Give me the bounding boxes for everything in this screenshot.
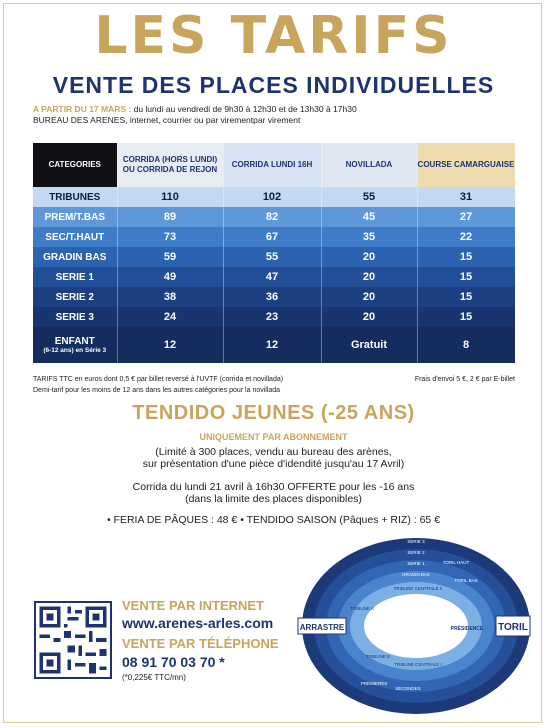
tendido-subtitle: UNIQUEMENT PAR ABONNEMENT: [199, 432, 348, 442]
category-cell: [33, 327, 117, 363]
category-label: GRADIN BAS: [43, 251, 107, 263]
internet-sale-label: VENTE PAR INTERNET: [122, 598, 265, 613]
price-cell: Gratuit: [321, 327, 417, 363]
price-cell: 23: [223, 307, 321, 327]
tendido-title: TENDIDO JEUNES (-25 ANS): [132, 402, 415, 424]
category-label: SEC/T.HAUT: [45, 231, 105, 243]
category-label: TRIBUNES: [49, 191, 101, 203]
price-cell: 20: [321, 287, 417, 307]
price-cell: 55: [321, 187, 417, 207]
price-cell: 67: [223, 227, 321, 247]
section-title: VENTE DES PLACES INDIVIDUELLES: [52, 72, 495, 98]
price-cell: 20: [321, 247, 417, 267]
category-cell: [33, 207, 117, 227]
price-cell: 15: [417, 287, 515, 307]
table-row: [33, 307, 515, 327]
arena-label: TRIBUNE A: [350, 606, 374, 611]
column-header: NOVILLADA: [321, 143, 417, 187]
category-label: PREM/T.BAS: [44, 211, 106, 223]
sale-info: [33, 104, 357, 125]
price-cell: 36: [223, 287, 321, 307]
arena-label: SERIE 1: [407, 561, 425, 566]
qr-code[interactable]: [34, 601, 112, 679]
price-cell: 27: [417, 207, 515, 227]
tendido-line: Corrida du lundi 21 avril à 16h30 OFFERTE pour les -16 ans: [132, 481, 415, 493]
category-label: ENFANT: [54, 336, 95, 347]
table-row: [33, 287, 515, 307]
note-demi-tarif: Demi-tarif pour les moins de 12 ans dans les autres catégories pour la novillada: [33, 387, 281, 394]
arena-label: TORIL HAUT: [442, 560, 470, 565]
category-cell: [33, 227, 117, 247]
tendido-prices: • FERIA DE PÂQUES : 48 € • TENDIDO SAISON (Pâques + RIZ) : 65 €: [106, 514, 441, 526]
arena-label: TRIBUNE CENTRALE I: [394, 662, 442, 667]
price-cell: 110: [117, 187, 223, 207]
price-cell: 22: [417, 227, 515, 247]
price-cell: 15: [417, 307, 515, 327]
arena-label: TRIBUNE B: [365, 654, 391, 659]
price-cell: 55: [223, 247, 321, 267]
arena-label: PREMIERES: [360, 681, 388, 686]
category-cell: [33, 247, 117, 267]
arena-label: SERIE 2: [407, 550, 425, 555]
phone-number[interactable]: 08 91 70 03 70 *: [122, 654, 225, 670]
column-header: COURSE CAMARGUAISE: [417, 143, 515, 187]
price-cell: 15: [417, 267, 515, 287]
note-ttc: TARIFS TTC en euros dont 0,5 € par billet reversé à l'UVTF (corrida et novillada): [33, 376, 284, 383]
arena-label: TRIBUNE CENTRALE II: [393, 586, 443, 591]
arrastre-label: ARRASTRE: [299, 623, 345, 632]
category-label: SERIE 3: [55, 311, 94, 323]
table-row: [33, 227, 515, 247]
price-table: [33, 143, 516, 363]
column-header: CORRIDA (HORS LUNDI) OU CORRIDA DE REJON: [117, 143, 223, 187]
price-cell: 38: [117, 287, 223, 307]
price-cell: 35: [321, 227, 417, 247]
table-row: [33, 247, 515, 267]
price-cell: 20: [321, 267, 417, 287]
website-link[interactable]: www.arenes-arles.com: [122, 615, 274, 631]
sale-start-date: A PARTIR DU 17 MARS :: [33, 104, 132, 114]
table-notes: [33, 374, 515, 396]
category-cell: [33, 267, 117, 287]
toril-label: TORIL: [498, 622, 528, 633]
price-cell: 49: [117, 267, 223, 287]
price-cell: 12: [117, 327, 223, 363]
category-cell: [33, 307, 117, 327]
price-cell: 73: [117, 227, 223, 247]
presidence-label: PRÉSIDENCE: [450, 626, 484, 632]
price-cell: 20: [321, 307, 417, 327]
table-header-row: [33, 143, 515, 187]
note-shipping: Frais d'envoi 5 €, 2 € par E-billet: [414, 376, 515, 383]
table-row: [33, 207, 515, 227]
price-cell: 24: [117, 307, 223, 327]
column-header: CORRIDA LUNDI 16H: [223, 143, 321, 187]
price-cell: 12: [223, 327, 321, 363]
tendido-line: (dans la limite des places disponibles): [185, 493, 362, 505]
sale-channels: BUREAU DES ARENES, internet, courrier ou par virementpar virement: [33, 114, 301, 125]
price-cell: 15: [417, 247, 515, 267]
tendido-line: (Limité à 300 places, vendu au bureau des arènes,: [155, 446, 392, 458]
arena-label: TORIL BAS: [454, 578, 478, 583]
category-cell: [33, 287, 117, 307]
price-cell: 102: [223, 187, 321, 207]
price-cell: 45: [321, 207, 417, 227]
arena-seating-map: [296, 530, 532, 716]
table-row: [33, 187, 515, 207]
price-cell: 89: [117, 207, 223, 227]
price-cell: 31: [417, 187, 515, 207]
phone-rate-note: (*0,225€ TTC/mn): [122, 673, 186, 682]
arena-label: SERIE 3: [407, 539, 425, 544]
category-label: SERIE 1: [55, 271, 94, 283]
opening-hours: du lundi au vendredi de 9h30 à 12h30 et de 13h30 à 17h30: [131, 104, 357, 114]
page-title: LES TARIFS: [94, 6, 453, 66]
category-sublabel: (6-12 ans) en Série 3: [43, 347, 107, 354]
column-header: CATEGORIES: [33, 143, 117, 187]
phone-sale-label: VENTE PAR TÉLÉPHONE: [122, 636, 279, 651]
table-row: [33, 267, 515, 287]
price-cell: 82: [223, 207, 321, 227]
price-cell: 59: [117, 247, 223, 267]
arena-label: GRADIN BAS: [402, 572, 430, 577]
price-cell: 8: [417, 327, 515, 363]
category-label: SERIE 2: [55, 291, 94, 303]
table-row: [33, 327, 515, 363]
price-cell: 47: [223, 267, 321, 287]
tendido-line: sur présentation d'une pièce d'idendité jusqu'au 17 Avril): [142, 458, 405, 470]
category-cell: [33, 187, 117, 207]
arena-label: SECONDES: [395, 686, 421, 691]
